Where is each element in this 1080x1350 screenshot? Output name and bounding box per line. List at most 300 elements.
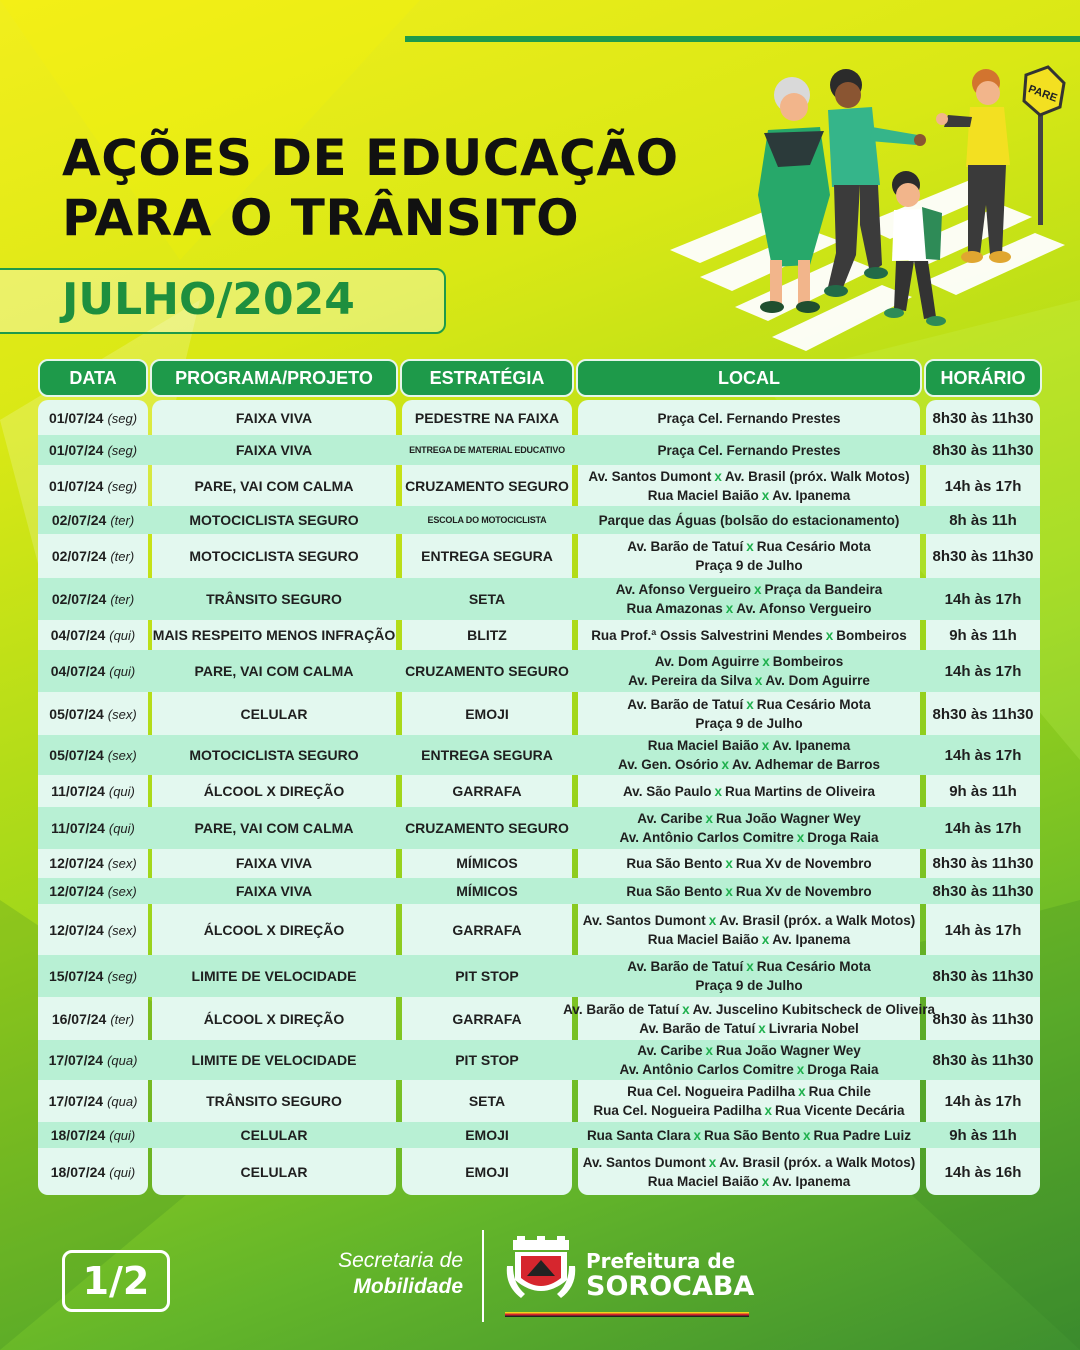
intersection-separator: x — [708, 913, 717, 928]
time-cell — [926, 850, 1040, 876]
street-name: Praça 9 de Julho — [695, 558, 803, 573]
local-line — [616, 580, 883, 599]
program-value: ÁLCOOL X DIREÇÃO — [203, 1010, 345, 1027]
street-name: Av. Barão de Tatuí — [627, 697, 744, 712]
date-cell — [38, 578, 148, 620]
local-cell — [578, 850, 920, 876]
street-name: Rua Cesário Mota — [756, 959, 871, 974]
program-value: MOTOCICLISTA SEGURO — [189, 547, 359, 564]
street-name: Droga Raia — [807, 1062, 879, 1077]
street-name: Av. Brasil (próx. a Walk Motos) — [719, 913, 916, 928]
local-line — [657, 441, 840, 460]
street-name: Rua Cesário Mota — [756, 697, 871, 712]
time-value: 8h30 às 11h30 — [932, 882, 1034, 900]
time-cell — [926, 878, 1040, 904]
time-value: 14h às 17h — [944, 921, 1022, 939]
date-value: 12/07/24 — [49, 921, 104, 938]
table-row — [0, 1082, 1080, 1120]
intersection-separator: x — [705, 1043, 713, 1058]
strategy-cell — [402, 403, 572, 433]
program-value: FAIXA VIVA — [235, 409, 313, 426]
street-name: Rua Xv de Novembro — [735, 855, 872, 871]
date-value: 02/07/24 — [51, 511, 107, 528]
local-line — [619, 1060, 878, 1079]
street-name: Av. Santos Dumont — [582, 913, 706, 928]
weekday-value: (sex) — [107, 922, 137, 938]
local-line — [619, 828, 878, 847]
time-value: 8h30 às 11h30 — [932, 1010, 1034, 1028]
header-estrategia: ESTRATÉGIA — [400, 359, 574, 397]
weekday-value: (sex) — [107, 883, 137, 899]
weekday-value: (seg) — [107, 478, 138, 494]
street-name: Av. Antônio Carlos Comitre — [619, 830, 794, 845]
program-value: PARE, VAI COM CALMA — [194, 662, 354, 679]
intersection-separator: x — [705, 811, 713, 826]
intersection-separator: x — [764, 1103, 772, 1118]
strategy-value: CRUZAMENTO SEGURO — [405, 819, 569, 836]
street-name: Praça 9 de Julho — [695, 978, 803, 993]
date-value: 17/07/24 — [48, 1051, 104, 1068]
street-name: Rua João Wagner Wey — [716, 1043, 861, 1058]
local-line — [593, 1101, 904, 1120]
table-row — [0, 435, 1080, 465]
time-value: 8h30 às 11h30 — [932, 967, 1034, 985]
intersection-separator: x — [798, 1084, 806, 1099]
local-cell — [578, 693, 920, 735]
strategy-value: GARRAFA — [452, 1010, 522, 1027]
local-cell — [578, 506, 920, 534]
local-line — [637, 1041, 861, 1060]
strategy-value: CRUZAMENTO SEGURO — [405, 662, 569, 679]
program-value: CELULAR — [240, 1126, 308, 1143]
time-cell — [926, 1122, 1040, 1148]
intersection-separator: x — [746, 697, 754, 712]
program-value: ÁLCOOL X DIREÇÃO — [203, 782, 345, 799]
intersection-separator: x — [761, 932, 770, 947]
date-cell — [38, 1152, 148, 1192]
date-cell — [38, 777, 148, 805]
program-value: CELULAR — [240, 1163, 308, 1180]
street-name: Av. Ipanema — [772, 1174, 851, 1189]
date-cell — [38, 622, 148, 648]
table-row — [0, 955, 1080, 997]
table-row — [0, 1122, 1080, 1148]
program-cell — [152, 467, 396, 505]
program-value: PARE, VAI COM CALMA — [194, 477, 354, 494]
page-title — [62, 128, 679, 248]
street-name: Av. Barão de Tatuí — [639, 1021, 756, 1036]
street-name: Rua São Bento — [626, 855, 723, 871]
intersection-separator: x — [746, 959, 754, 974]
time-value: 8h30 às 11h30 — [932, 854, 1034, 872]
city-crest-icon — [505, 1236, 577, 1306]
time-cell — [926, 1040, 1040, 1080]
street-name: Av. Santos Dumont — [582, 1155, 706, 1170]
strategy-cell — [402, 1082, 572, 1120]
local-line — [626, 599, 871, 618]
time-cell — [926, 506, 1040, 534]
time-value: 8h30 às 11h30 — [932, 1051, 1034, 1069]
time-cell — [926, 1082, 1040, 1120]
date-cell — [38, 435, 148, 465]
header-data: DATA — [38, 359, 148, 397]
program-cell — [152, 807, 396, 849]
date-value: 05/07/24 — [49, 746, 104, 763]
top-accent-line — [405, 36, 1080, 42]
table-row — [0, 999, 1080, 1039]
program-cell — [152, 1082, 396, 1120]
weekday-value: (ter) — [110, 548, 135, 564]
program-cell — [152, 506, 396, 534]
local-line — [583, 911, 916, 930]
local-line — [695, 976, 802, 995]
weekday-value: (qua) — [107, 1052, 138, 1068]
strategy-cell — [402, 578, 572, 620]
local-line — [588, 467, 909, 486]
local-cell — [578, 403, 920, 433]
local-line — [563, 1000, 935, 1019]
strategy-value: EMOJI — [465, 1126, 509, 1143]
program-value: LIMITE DE VELOCIDADE — [191, 1051, 357, 1068]
date-value: 01/07/24 — [48, 477, 104, 494]
program-value: MOTOCICLISTA SEGURO — [189, 746, 359, 763]
local-line — [695, 714, 802, 733]
program-value: FAIXA VIVA — [235, 854, 313, 871]
local-line — [648, 1172, 851, 1191]
date-value: 15/07/24 — [48, 967, 104, 984]
weekday-value: (qui) — [109, 1164, 136, 1180]
intersection-separator: x — [796, 1062, 805, 1077]
time-value: 9h às 11h — [949, 782, 1017, 800]
street-name: Droga Raia — [807, 830, 879, 845]
strategy-cell — [402, 735, 572, 775]
street-name: Parque das Águas (bolsão do estacionamento) — [598, 512, 900, 528]
table-row — [0, 650, 1080, 692]
time-value: 14h às 17h — [944, 1092, 1022, 1110]
program-cell — [152, 435, 396, 465]
program-cell — [152, 535, 396, 577]
local-cell — [578, 578, 920, 620]
date-value: 16/07/24 — [51, 1010, 107, 1027]
strategy-value: GARRAFA — [452, 782, 522, 799]
local-line — [618, 755, 880, 774]
weekday-value: (seg) — [107, 442, 138, 458]
time-cell — [926, 999, 1040, 1039]
local-cell — [578, 1040, 920, 1080]
local-cell — [578, 1082, 920, 1120]
page-indicator: 1/2 — [62, 1250, 170, 1312]
intersection-separator: x — [708, 1155, 717, 1170]
street-name: Av. Brasil (próx. a Walk Motos) — [719, 1155, 916, 1170]
street-name: Av. Pereira da Silva — [628, 673, 752, 688]
strategy-value: ENTREGA DE MATERIAL EDUCATIVO — [409, 444, 565, 455]
date-value: 18/07/24 — [50, 1126, 106, 1143]
strategy-cell — [402, 1152, 572, 1192]
program-cell — [152, 1152, 396, 1192]
strategy-cell — [402, 1122, 572, 1148]
local-line — [627, 1082, 871, 1101]
strategy-value: CRUZAMENTO SEGURO — [405, 477, 569, 494]
street-name: Av. Ipanema — [772, 932, 851, 947]
strategy-value: PIT STOP — [455, 967, 519, 984]
time-value: 14h às 17h — [944, 819, 1022, 837]
program-value: TRÂNSITO SEGURO — [206, 1092, 342, 1109]
time-cell — [926, 622, 1040, 648]
weekday-value: (qua) — [107, 1093, 138, 1109]
local-line — [637, 809, 861, 828]
local-line — [626, 854, 871, 873]
local-cell — [578, 435, 920, 465]
program-value: CELULAR — [240, 705, 308, 722]
street-name: Av. Caribe — [637, 1043, 703, 1058]
street-name: Rua Chile — [808, 1084, 871, 1099]
strategy-value: SETA — [468, 1092, 506, 1109]
intersection-separator: x — [746, 539, 754, 554]
program-cell — [152, 735, 396, 775]
time-cell — [926, 907, 1040, 953]
intersection-separator: x — [725, 855, 733, 871]
pare-sign-text: PARE — [1026, 83, 1059, 105]
header-local: LOCAL — [576, 359, 922, 397]
prefeitura-line-1: Prefeitura de — [586, 1249, 736, 1273]
local-cell — [578, 622, 920, 648]
local-line — [648, 736, 851, 755]
intersection-separator: x — [754, 673, 763, 688]
intersection-separator: x — [761, 1174, 770, 1189]
time-cell — [926, 777, 1040, 805]
strategy-cell — [402, 535, 572, 577]
program-cell — [152, 878, 396, 904]
strategy-cell — [402, 693, 572, 735]
date-value: 12/07/24 — [49, 854, 104, 871]
table-row — [0, 467, 1080, 505]
date-value: 01/07/24 — [48, 409, 104, 426]
date-cell — [38, 1040, 148, 1080]
street-name: Rua Xv de Novembro — [735, 883, 872, 899]
local-cell — [578, 735, 920, 775]
program-cell — [152, 850, 396, 876]
date-cell — [38, 878, 148, 904]
table-row — [0, 506, 1080, 534]
intersection-separator: x — [796, 830, 805, 845]
program-value: FAIXA VIVA — [235, 882, 313, 899]
street-name: Rua Cesário Mota — [756, 539, 871, 554]
local-line — [655, 652, 844, 671]
weekday-value: (sex) — [107, 706, 137, 722]
program-cell — [152, 650, 396, 692]
month-label: JULHO/2024 — [62, 274, 355, 325]
time-value: 8h30 às 11h30 — [932, 547, 1034, 565]
strategy-value: ENTREGA SEGURA — [421, 746, 553, 763]
local-cell — [578, 1152, 920, 1192]
date-value: 02/07/24 — [51, 590, 107, 607]
time-cell — [926, 435, 1040, 465]
local-line — [628, 671, 870, 690]
intersection-separator: x — [721, 757, 729, 772]
weekday-value: (sex) — [107, 855, 137, 871]
time-value: 14h às 17h — [944, 590, 1022, 608]
street-name: Rua Amazonas — [626, 601, 723, 616]
intersection-separator: x — [803, 1127, 811, 1143]
local-line — [627, 537, 871, 556]
local-cell — [563, 999, 935, 1039]
street-name: Praça da Bandeira — [764, 582, 883, 597]
local-cell — [578, 650, 920, 692]
program-value: ÁLCOOL X DIREÇÃO — [203, 921, 345, 938]
time-value: 14h às 17h — [944, 477, 1022, 495]
strategy-value: ESCOLA DO MOTOCICLISTA — [427, 514, 547, 525]
date-cell — [38, 535, 148, 577]
time-cell — [926, 807, 1040, 849]
street-name: Av. Santos Dumont — [588, 469, 712, 484]
footer-divider — [482, 1230, 484, 1322]
date-value: 11/07/24 — [51, 782, 105, 799]
street-name: Av. Dom Aguirre — [765, 673, 870, 688]
program-cell — [152, 622, 396, 648]
program-value: LIMITE DE VELOCIDADE — [191, 967, 357, 984]
local-line — [657, 409, 840, 428]
local-line — [648, 930, 851, 949]
program-value: FAIXA VIVA — [235, 441, 313, 458]
street-name: Rua Santa Clara — [586, 1127, 691, 1143]
street-name: Av. Afonso Vergueiro — [615, 582, 751, 597]
strategy-cell — [402, 999, 572, 1039]
date-cell — [38, 850, 148, 876]
program-cell — [152, 777, 396, 805]
street-name: Rua João Wagner Wey — [716, 811, 861, 826]
street-name: Av. Gen. Osório — [617, 757, 719, 772]
time-cell — [926, 735, 1040, 775]
weekday-value: (seg) — [107, 410, 138, 426]
street-name: Av. Barão de Tatuí — [563, 1002, 680, 1017]
table-row — [0, 907, 1080, 953]
strategy-value: ENTREGA SEGURA — [421, 547, 553, 564]
strategy-value: EMOJI — [465, 1163, 509, 1180]
strategy-cell — [402, 622, 572, 648]
local-cell — [578, 535, 920, 577]
intersection-separator: x — [714, 783, 722, 799]
weekday-value: (qui) — [109, 627, 136, 643]
local-cell — [578, 878, 920, 904]
prefeitura-logo-text — [586, 1250, 754, 1302]
table-row — [0, 578, 1080, 620]
flag-stripe — [505, 1312, 749, 1317]
street-name: Rua Vicente Decária — [774, 1103, 905, 1118]
street-name: Av. Juscelino Kubitscheck de Oliveira — [692, 1002, 935, 1017]
street-name: Praça 9 de Julho — [695, 716, 803, 731]
intersection-separator: x — [693, 1127, 701, 1143]
strategy-cell — [402, 777, 572, 805]
street-name: Av. Ipanema — [772, 488, 851, 503]
street-name: Av. São Paulo — [622, 783, 712, 799]
table-row — [0, 850, 1080, 876]
weekday-value: (seg) — [107, 968, 138, 984]
strategy-cell — [402, 506, 572, 534]
local-cell — [578, 907, 920, 953]
street-name: Bombeiros — [772, 654, 844, 669]
program-cell — [152, 1122, 396, 1148]
street-name: Rua Martins de Oliveira — [724, 783, 876, 799]
local-line — [627, 957, 871, 976]
program-cell — [152, 999, 396, 1039]
weekday-value: (qui) — [108, 820, 135, 836]
time-value: 9h às 11h — [949, 1126, 1017, 1144]
weekday-value: (qui) — [109, 663, 136, 679]
local-cell — [578, 1122, 920, 1148]
street-name: Rua Maciel Baião — [647, 932, 759, 947]
time-value: 8h30 às 11h30 — [932, 705, 1034, 723]
program-cell — [152, 907, 396, 953]
local-line — [591, 626, 907, 645]
date-cell — [38, 807, 148, 849]
street-name: Av. Afonso Vergueiro — [736, 601, 872, 616]
street-name: Bombeiros — [836, 627, 907, 643]
date-cell — [38, 955, 148, 997]
intersection-separator: x — [761, 738, 770, 753]
street-name: Praça Cel. Fernando Prestes — [657, 410, 841, 426]
crosswalk-illustration — [660, 55, 1080, 360]
local-line — [587, 1126, 911, 1145]
program-value: MAIS RESPEITO MENOS INFRAÇÃO — [152, 626, 396, 643]
street-name: Av. Barão de Tatuí — [627, 959, 744, 974]
intersection-separator: x — [758, 1021, 766, 1036]
table-row — [0, 777, 1080, 805]
time-value: 8h30 às 11h30 — [932, 441, 1034, 459]
table-row — [0, 535, 1080, 577]
weekday-value: (qui) — [108, 783, 135, 799]
time-value: 14h às 17h — [944, 746, 1022, 764]
program-value: TRÂNSITO SEGURO — [206, 590, 342, 607]
street-name: Av. Adhemar de Barros — [732, 757, 881, 772]
local-cell — [578, 467, 920, 505]
time-cell — [926, 955, 1040, 997]
strategy-value: PIT STOP — [455, 1051, 519, 1068]
local-line — [648, 486, 851, 505]
date-cell — [38, 999, 148, 1039]
secretaria-label — [325, 1248, 463, 1300]
street-name: Av. Antônio Carlos Comitre — [619, 1062, 794, 1077]
time-cell — [926, 535, 1040, 577]
local-cell — [578, 777, 920, 805]
date-cell — [38, 693, 148, 735]
time-cell — [926, 1152, 1040, 1192]
table-row — [0, 807, 1080, 849]
time-value: 14h às 16h — [944, 1163, 1022, 1181]
table-row — [0, 403, 1080, 433]
strategy-cell — [402, 807, 572, 849]
time-value: 9h às 11h — [949, 626, 1017, 644]
strategy-cell — [402, 878, 572, 904]
intersection-separator: x — [725, 883, 733, 899]
program-cell — [152, 578, 396, 620]
date-value: 04/07/24 — [50, 626, 106, 643]
local-line — [627, 695, 871, 714]
time-value: 14h às 17h — [944, 662, 1022, 680]
date-value: 18/07/24 — [50, 1163, 106, 1180]
table-row — [0, 1040, 1080, 1080]
date-cell — [38, 1122, 148, 1148]
street-name: Rua Maciel Baião — [647, 738, 759, 753]
table-row — [0, 878, 1080, 904]
date-cell — [38, 506, 148, 534]
strategy-cell — [402, 467, 572, 505]
date-cell — [38, 735, 148, 775]
weekday-value: (sex) — [107, 747, 137, 763]
street-name: Av. Dom Aguirre — [654, 654, 760, 669]
prefeitura-line-2: SOROCABA — [586, 1271, 755, 1302]
weekday-value: (ter) — [110, 591, 135, 607]
local-line — [639, 1019, 859, 1038]
